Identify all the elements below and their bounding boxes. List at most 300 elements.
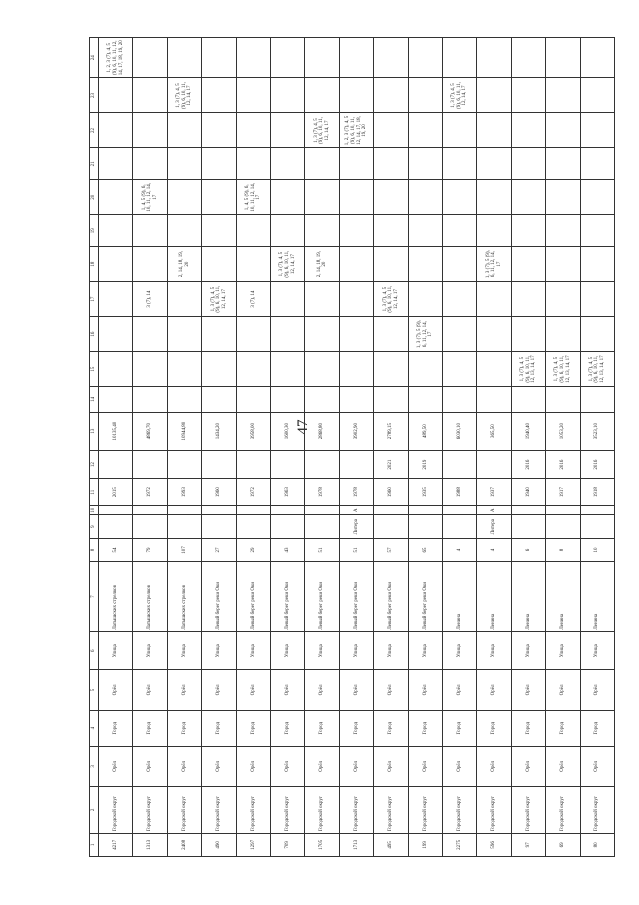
table-cell — [167, 282, 201, 317]
table-cell: Городской округ — [271, 787, 305, 834]
table-cell: 1053,20 — [546, 412, 580, 450]
table-cell: 65 — [408, 538, 442, 561]
table-cell: 1972 — [236, 479, 270, 506]
table-cell — [580, 113, 614, 148]
table-cell — [99, 352, 133, 387]
table-cell — [477, 317, 511, 352]
table-cell: 2019 — [408, 450, 442, 479]
table-cell — [443, 38, 477, 78]
table-cell — [511, 215, 545, 247]
table-cell — [374, 38, 408, 78]
table-cell — [477, 180, 511, 215]
table-cell: 365,50 — [477, 412, 511, 450]
table-cell — [580, 38, 614, 78]
table-cell: Орёл — [511, 670, 545, 710]
table-cell — [408, 180, 442, 215]
table-cell — [580, 317, 614, 352]
column-number-cell: 18 — [90, 247, 99, 282]
table-cell — [202, 247, 236, 282]
table-cell — [477, 78, 511, 113]
table-cell — [443, 515, 477, 538]
table-cell: 709 — [271, 833, 305, 856]
table-cell — [374, 148, 408, 180]
table-cell — [443, 387, 477, 412]
table-cell — [133, 247, 167, 282]
table-cell — [305, 387, 339, 412]
table-cell: Орёл — [133, 670, 167, 710]
table-cell: Левый берег реки Оки — [374, 562, 408, 632]
table-cell: Латышских стрелков — [99, 562, 133, 632]
table-cell — [443, 113, 477, 148]
column-number-cell: 4 — [90, 710, 99, 746]
column-number-cell: 19 — [90, 215, 99, 247]
table-cell: 1, 3 (7), 4, 5 (9), 6, 10, 11, 12, 13, 14, 17 — [580, 352, 614, 387]
table-cell: 1, 3 (7), 4, 5 (9), 6, 10, 11, 12, 14, 17 — [305, 113, 339, 148]
table-cell: 3902,90 — [339, 412, 373, 450]
column-number-cell: 8 — [90, 538, 99, 561]
table-cell: Орёл — [133, 746, 167, 786]
table-cell — [167, 387, 201, 412]
table-cell — [167, 450, 201, 479]
table-cell: Орёл — [443, 746, 477, 786]
table-cell: 29 — [236, 538, 270, 561]
table-cell — [99, 317, 133, 352]
table-cell: Городской округ — [133, 787, 167, 834]
table-cell: 1, 4, 5 (9), 6, 10, 11, 12, 14, 17 — [133, 180, 167, 215]
column-number-cell: 5 — [90, 670, 99, 710]
table-cell: Улица — [133, 632, 167, 670]
table-cell — [580, 148, 614, 180]
table-cell — [580, 247, 614, 282]
table-cell — [305, 215, 339, 247]
table-cell: 2, 14, 18, 19, 20 — [305, 247, 339, 282]
housing-registry-table — [89, 37, 615, 857]
table-cell: Орёл — [580, 670, 614, 710]
table-cell — [408, 505, 442, 515]
table-cell: 80 — [580, 833, 614, 856]
table-cell — [580, 215, 614, 247]
table-cell — [443, 247, 477, 282]
table-cell: Городской округ — [443, 787, 477, 834]
table-cell: 1935 — [408, 479, 442, 506]
table-cell: 97 — [511, 833, 545, 856]
table-cell: 1, 3 (7), 4, 5 (9), 6, 10, 11, 12, 13, 14, 17 — [546, 352, 580, 387]
table-cell: Улица — [477, 632, 511, 670]
table-row — [133, 38, 167, 857]
column-number-cell: 20 — [90, 180, 99, 215]
table-cell — [305, 78, 339, 113]
table-cell — [167, 515, 201, 538]
table-cell: А — [339, 505, 373, 515]
table-cell — [305, 505, 339, 515]
table-cell — [339, 247, 373, 282]
table-cell: 4869,70 — [133, 412, 167, 450]
table-cell: Улица — [408, 632, 442, 670]
table-cell — [546, 317, 580, 352]
table-cell: 1918 — [580, 479, 614, 506]
table-cell: Орёл — [99, 670, 133, 710]
table-cell: 2016 — [546, 450, 580, 479]
table-cell: Улица — [271, 632, 305, 670]
table-cell — [511, 78, 545, 113]
table-cell: Город — [408, 710, 442, 746]
table-cell: 1978 — [305, 479, 339, 506]
table-cell: Город — [271, 710, 305, 746]
table-cell: 4 — [477, 538, 511, 561]
table-cell: Улица — [546, 632, 580, 670]
table-cell: Городской округ — [511, 787, 545, 834]
table-cell: Городской округ — [374, 787, 408, 834]
table-row — [202, 38, 236, 857]
column-number-cell: 16 — [90, 317, 99, 352]
table-cell: Городской округ — [305, 787, 339, 834]
table-cell: Город — [580, 710, 614, 746]
table-cell — [305, 317, 339, 352]
table-cell: 1, 4, 5 (9), 6, 10, 11, 12, 14, 17 — [236, 180, 270, 215]
table-cell: Город — [236, 710, 270, 746]
table-cell: 199 — [408, 833, 442, 856]
table-cell: Левый берег реки Оки — [339, 562, 373, 632]
table-cell: Город — [511, 710, 545, 746]
table-cell: Орёл — [374, 670, 408, 710]
table-cell — [443, 215, 477, 247]
table-cell — [167, 505, 201, 515]
table-cell: Левый берег реки Оки — [271, 562, 305, 632]
table-cell — [374, 78, 408, 113]
table-cell — [477, 215, 511, 247]
table-cell: 1600,30 — [271, 412, 305, 450]
table-cell: Городской округ — [167, 787, 201, 834]
table-cell: Левый берег реки Оки — [236, 562, 270, 632]
table-cell: Орёл — [99, 746, 133, 786]
table-cell: 1713 — [339, 833, 373, 856]
table-cell: 51 — [305, 538, 339, 561]
table-cell — [477, 282, 511, 317]
table-cell: 3523,10 — [580, 412, 614, 450]
table-cell — [477, 38, 511, 78]
table-cell — [271, 78, 305, 113]
table-cell: Орёл — [167, 746, 201, 786]
table-cell — [99, 215, 133, 247]
table-row — [511, 38, 545, 857]
table-cell: Город — [443, 710, 477, 746]
table-cell — [511, 515, 545, 538]
table-cell — [236, 247, 270, 282]
table-cell — [271, 113, 305, 148]
table-cell — [546, 180, 580, 215]
table-cell: Орёл — [236, 746, 270, 786]
column-number-cell: 21 — [90, 148, 99, 180]
table-cell — [133, 515, 167, 538]
table-cell — [443, 450, 477, 479]
table-cell — [271, 515, 305, 538]
table-cell — [202, 78, 236, 113]
table-cell — [305, 450, 339, 479]
table-cell: 1313 — [133, 833, 167, 856]
table-cell — [546, 215, 580, 247]
table-cell: 1960 — [202, 479, 236, 506]
table-cell: 1, 3 (7), 4, 5 (9), 6, 10, 11, 12, 14, 17 — [443, 78, 477, 113]
table-cell: 69 — [546, 833, 580, 856]
table-cell: 2789,15 — [374, 412, 408, 450]
table-cell — [511, 113, 545, 148]
table-cell — [236, 387, 270, 412]
table-cell: 43 — [271, 538, 305, 561]
table-cell — [511, 38, 545, 78]
table-cell — [133, 450, 167, 479]
table-cell — [133, 387, 167, 412]
column-number-cell: 7 — [90, 562, 99, 632]
table-cell — [511, 282, 545, 317]
column-number-cell: 11 — [90, 479, 99, 506]
table-cell — [339, 78, 373, 113]
table-row — [236, 38, 270, 857]
table-cell: 1, 3 (7), 4, 5 (9), 6, 10, 11, 12, 14, 17 — [374, 282, 408, 317]
table-cell — [374, 515, 408, 538]
table-cell — [443, 180, 477, 215]
table-cell — [443, 505, 477, 515]
column-number-cell: 22 — [90, 113, 99, 148]
table-cell: Орёл — [305, 746, 339, 786]
table-cell: 1960 — [374, 479, 408, 506]
table-cell — [305, 282, 339, 317]
table-cell: 1, 3 (7), 4, 5 (9), 6, 10, 11, 12, 14, 17 — [167, 78, 201, 113]
table-cell: Орёл — [374, 746, 408, 786]
table-cell: Улица — [99, 632, 133, 670]
table-cell — [236, 38, 270, 78]
table-cell — [99, 450, 133, 479]
table-cell: 3958,00 — [236, 412, 270, 450]
column-number-cell: 13 — [90, 412, 99, 450]
table-cell: 1917 — [546, 479, 580, 506]
column-number-cell: 3 — [90, 746, 99, 786]
table-cell — [374, 247, 408, 282]
table-cell — [236, 317, 270, 352]
table-cell: Левый берег реки Оки — [305, 562, 339, 632]
table-cell: 489,50 — [408, 412, 442, 450]
table-cell — [99, 282, 133, 317]
column-number-cell: 15 — [90, 352, 99, 387]
table-cell — [271, 180, 305, 215]
column-number-cell: 14 — [90, 387, 99, 412]
table-cell — [271, 282, 305, 317]
table-cell — [236, 113, 270, 148]
table-cell — [202, 317, 236, 352]
table-cell — [133, 317, 167, 352]
table-cell — [202, 387, 236, 412]
table-cell — [408, 515, 442, 538]
table-cell: 2016 — [580, 450, 614, 479]
table-cell: Ленина — [477, 562, 511, 632]
table-cell — [305, 38, 339, 78]
table-cell — [339, 317, 373, 352]
table-cell — [443, 282, 477, 317]
table-cell: 10135,40 — [99, 412, 133, 450]
table-row — [408, 38, 442, 857]
table-cell — [271, 148, 305, 180]
table-cell — [408, 352, 442, 387]
table-cell: Улица — [339, 632, 373, 670]
table-cell — [236, 78, 270, 113]
table-cell: 1940 — [511, 479, 545, 506]
column-number-cell: 10 — [90, 505, 99, 515]
table-cell: 57 — [374, 538, 408, 561]
table-cell: Улица — [167, 632, 201, 670]
table-cell — [408, 247, 442, 282]
table-cell: Орёл — [202, 746, 236, 786]
table-cell — [511, 148, 545, 180]
table-cell — [271, 387, 305, 412]
table-cell — [443, 317, 477, 352]
column-number-cell: 1 — [90, 833, 99, 856]
table-cell — [580, 515, 614, 538]
table-row — [99, 38, 133, 857]
table-cell: 1978 — [339, 479, 373, 506]
table-cell: Городской округ — [202, 787, 236, 834]
table-cell — [374, 352, 408, 387]
table-cell: Орёл — [408, 746, 442, 786]
table-cell — [202, 450, 236, 479]
table-cell: 3 (7), 14 — [236, 282, 270, 317]
table-cell: Орёл — [271, 670, 305, 710]
table-cell: Ленина — [511, 562, 545, 632]
table-cell: Город — [133, 710, 167, 746]
table-cell — [202, 352, 236, 387]
table-cell: Орёл — [477, 746, 511, 786]
table-row — [443, 38, 477, 857]
table-cell: Улица — [236, 632, 270, 670]
table-cell — [546, 247, 580, 282]
table-cell: Орёл — [511, 746, 545, 786]
table-cell: Город — [305, 710, 339, 746]
table-cell: 2408 — [167, 833, 201, 856]
table-cell: Городской округ — [99, 787, 133, 834]
table-cell: Улица — [374, 632, 408, 670]
table-cell: 1940,40 — [511, 412, 545, 450]
table-cell: 1, 3 (7), 5 (9), 6, 11, 12, 14, 17 — [408, 317, 442, 352]
table-cell: 1, 2, 3 (7), 4, 5 (9), 6, 10, 11, 12, 14, 17, 18, 19, 20 — [339, 113, 373, 148]
table-cell — [546, 505, 580, 515]
table-row — [167, 38, 201, 857]
table-cell — [99, 113, 133, 148]
table-cell: Литера — [339, 515, 373, 538]
table-cell: 1, 3 (7), 4, 5 (9), 6, 10, 11, 12, 14, 17 — [202, 282, 236, 317]
table-row — [374, 38, 408, 857]
table-cell — [236, 215, 270, 247]
table-cell — [408, 148, 442, 180]
table-cell — [339, 38, 373, 78]
table-cell — [99, 78, 133, 113]
table-cell: Городской округ — [408, 787, 442, 834]
table-cell — [339, 387, 373, 412]
table-cell: Городской округ — [339, 787, 373, 834]
table-cell — [167, 148, 201, 180]
table-cell: 107 — [167, 538, 201, 561]
table-cell — [477, 352, 511, 387]
table-cell: Орёл — [408, 670, 442, 710]
table-cell — [133, 148, 167, 180]
table-cell: 2015 — [99, 479, 133, 506]
table-cell: Ленина — [546, 562, 580, 632]
table-cell: 6 — [511, 538, 545, 561]
table-cell — [202, 148, 236, 180]
table-cell — [236, 450, 270, 479]
table-row — [580, 38, 614, 857]
table-cell — [271, 317, 305, 352]
table-cell — [133, 38, 167, 78]
table-cell: Орёл — [477, 670, 511, 710]
table-cell: 51 — [339, 538, 373, 561]
table-cell: Городской округ — [580, 787, 614, 834]
table-cell — [305, 180, 339, 215]
table-cell: Орёл — [305, 670, 339, 710]
table-cell — [443, 148, 477, 180]
table-cell: Улица — [443, 632, 477, 670]
table-cell: 10944,80 — [167, 412, 201, 450]
table-cell: 1972 — [133, 479, 167, 506]
table-cell: Орёл — [236, 670, 270, 710]
table-cell: 2275 — [443, 833, 477, 856]
table-cell — [133, 113, 167, 148]
table-cell — [167, 215, 201, 247]
table-cell — [305, 148, 339, 180]
table-cell: 1705 — [305, 833, 339, 856]
table-cell — [511, 317, 545, 352]
table-cell — [374, 113, 408, 148]
table-row — [271, 38, 305, 857]
table-cell: Орёл — [271, 746, 305, 786]
table-row — [305, 38, 339, 857]
table-cell — [374, 505, 408, 515]
table-cell — [236, 352, 270, 387]
table-cell: Орёл — [339, 746, 373, 786]
table-cell: 6030,10 — [443, 412, 477, 450]
table-cell: 1937 — [477, 479, 511, 506]
table-cell: 3 (7), 14 — [133, 282, 167, 317]
table-cell — [271, 352, 305, 387]
table-cell — [443, 352, 477, 387]
table-cell — [99, 247, 133, 282]
table-cell: 4 — [443, 538, 477, 561]
table-cell: 495 — [374, 833, 408, 856]
table-cell: 1988 — [443, 479, 477, 506]
table-cell — [133, 215, 167, 247]
table-cell — [374, 317, 408, 352]
table-cell — [99, 148, 133, 180]
table-cell — [236, 505, 270, 515]
table-cell: 490 — [202, 833, 236, 856]
table-cell — [477, 113, 511, 148]
column-number-cell: 2 — [90, 787, 99, 834]
table-cell — [408, 387, 442, 412]
table-row — [339, 38, 373, 857]
table-cell — [408, 215, 442, 247]
table-cell: Орёл — [443, 670, 477, 710]
table-cell: Орёл — [202, 670, 236, 710]
table-cell — [202, 180, 236, 215]
table-cell — [580, 180, 614, 215]
table-cell — [271, 505, 305, 515]
table-cell: Орёл — [546, 670, 580, 710]
table-cell — [580, 387, 614, 412]
registry-table-container — [89, 37, 615, 857]
table-cell: Орёл — [580, 746, 614, 786]
table-cell — [202, 113, 236, 148]
table-cell — [167, 113, 201, 148]
table-row — [546, 38, 580, 857]
column-number-cell: 17 — [90, 282, 99, 317]
column-number-cell: 12 — [90, 450, 99, 479]
